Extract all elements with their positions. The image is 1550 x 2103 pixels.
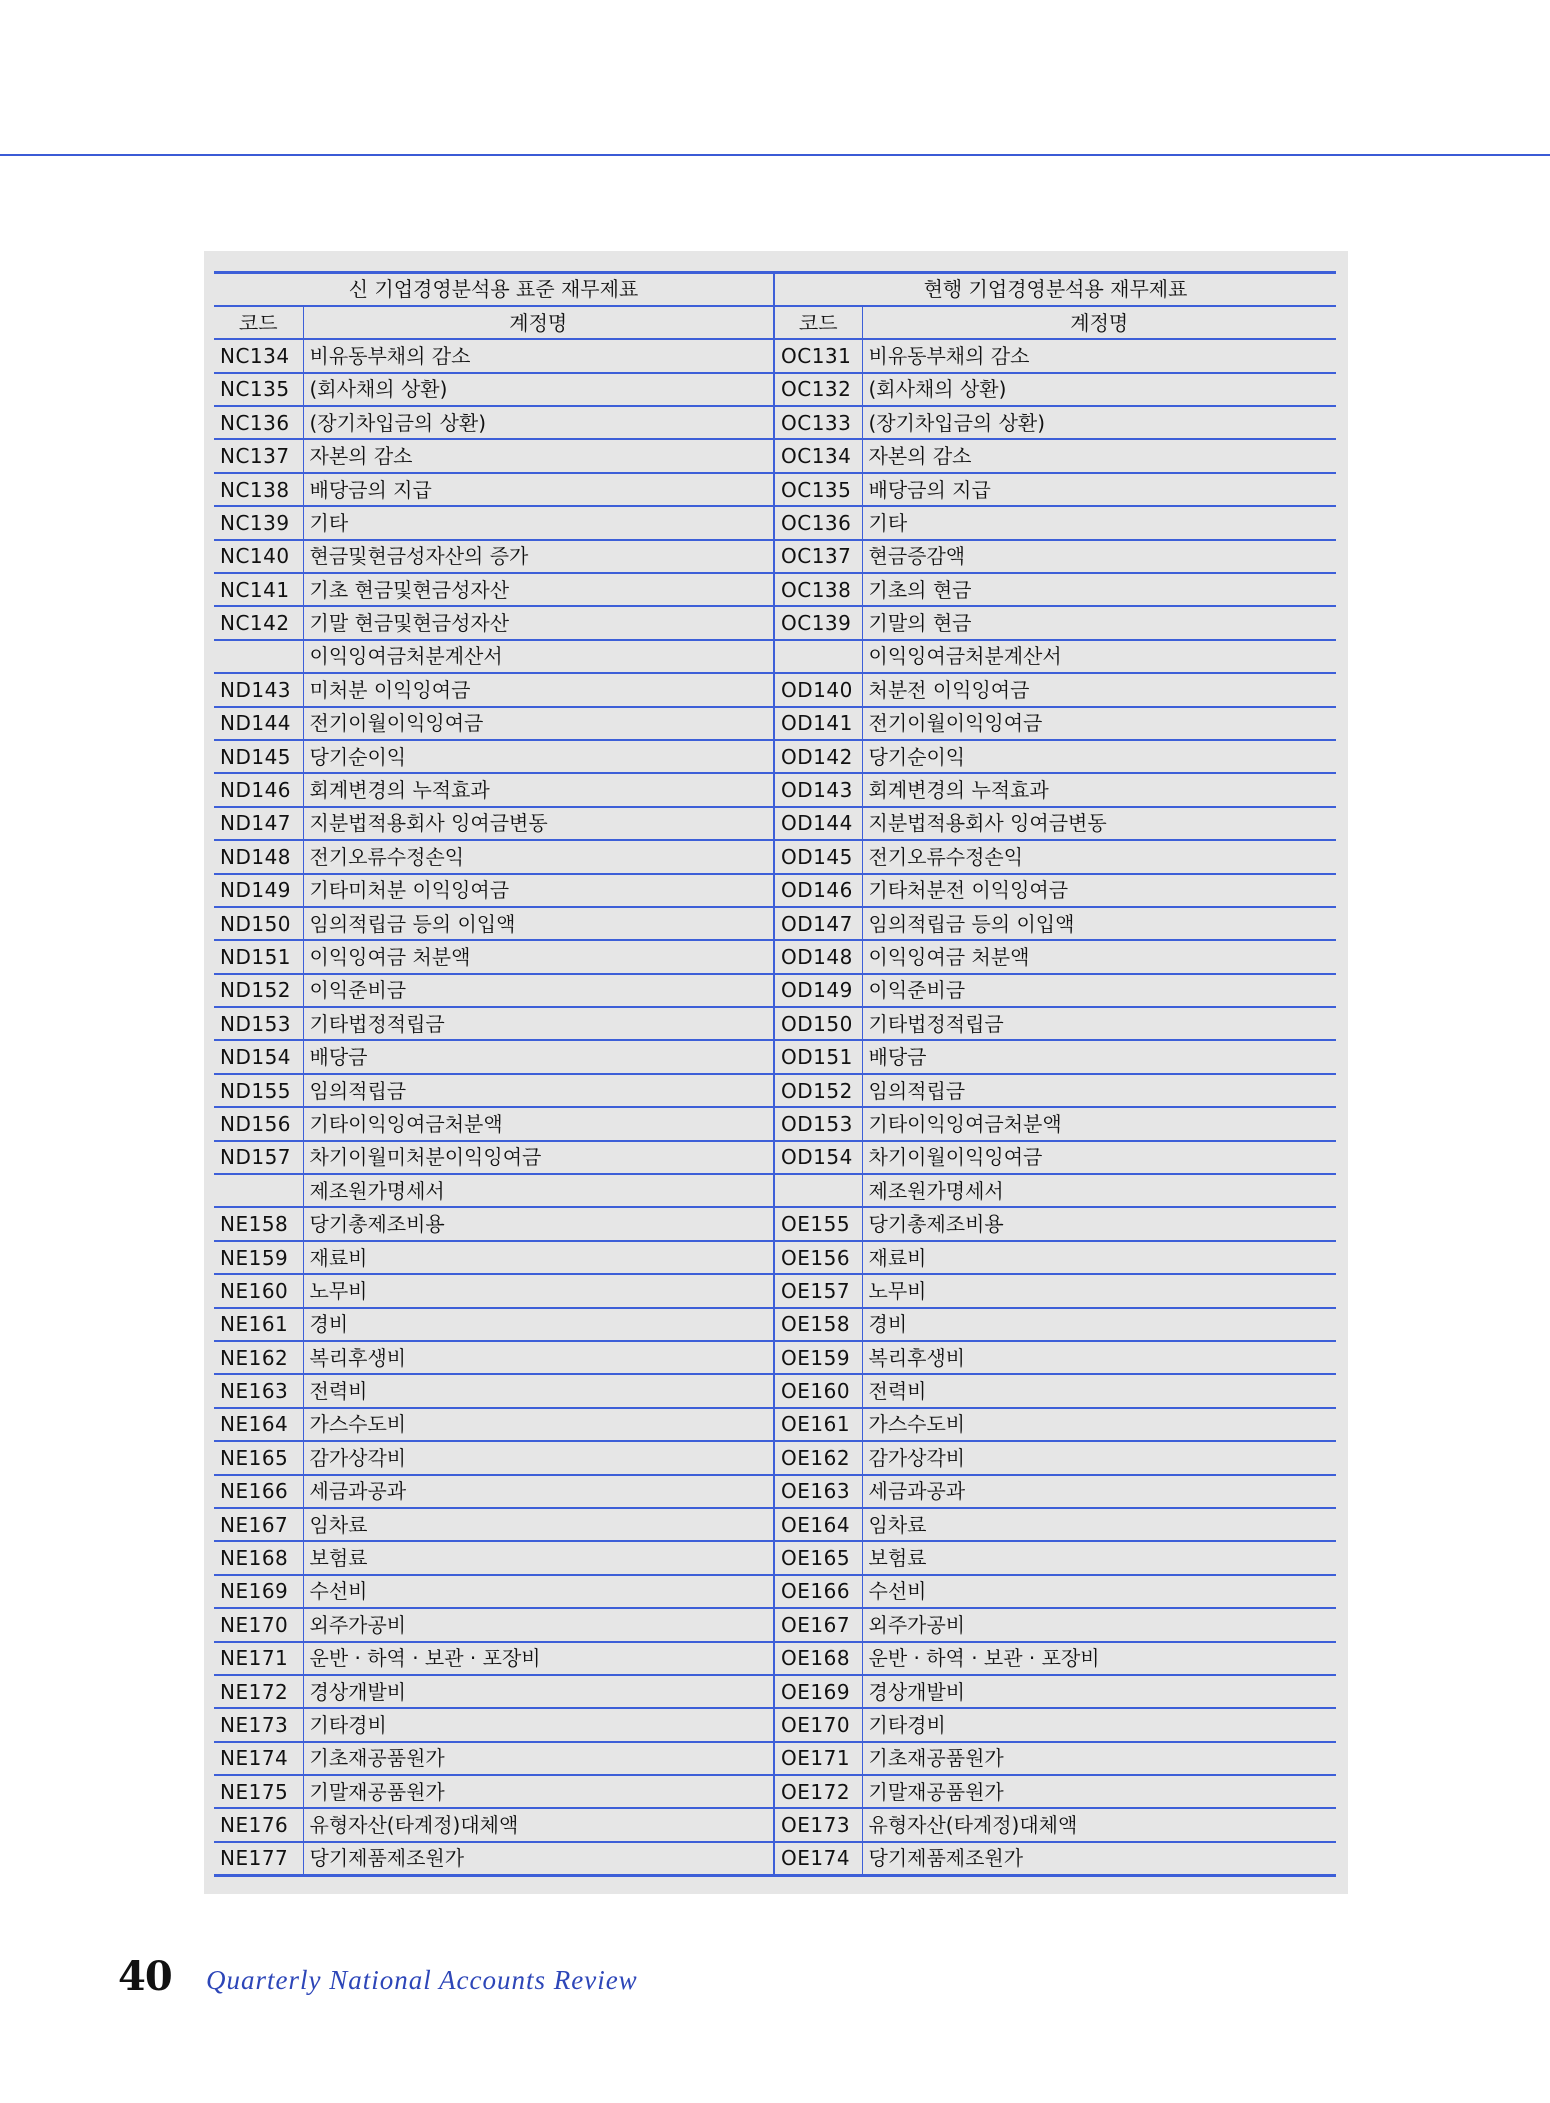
table-row: [214, 406, 1336, 439]
table-row: [214, 1608, 1336, 1641]
current-code-cell: OC138: [774, 573, 862, 606]
new-name-cell: 임차료: [303, 1508, 774, 1541]
journal-title: Quarterly National Accounts Review: [206, 1965, 638, 1995]
current-name-cell: 당기순이익: [862, 740, 1336, 773]
new-name-cell: 임의적립금: [303, 1074, 774, 1107]
new-name-cell: 제조원가명세서: [303, 1174, 774, 1207]
table-row: [214, 1274, 1336, 1307]
table-row: [214, 1107, 1336, 1140]
new-name-cell: 차기이월미처분이익잉여금: [303, 1141, 774, 1174]
table-row: [214, 907, 1336, 940]
current-name-cell: 경상개발비: [862, 1675, 1336, 1708]
table-row: [214, 1708, 1336, 1741]
new-code-cell: ND155: [214, 1074, 303, 1107]
new-code-cell: NE170: [214, 1608, 303, 1641]
new-name-cell: (장기차입금의 상환): [303, 406, 774, 439]
new-name-cell: 미처분 이익잉여금: [303, 673, 774, 706]
current-name-header: 계정명: [862, 306, 1336, 339]
new-name-cell: 당기총제조비용: [303, 1207, 774, 1240]
current-code-cell: OE157: [774, 1274, 862, 1307]
new-name-cell: 이익잉여금처분계산서: [303, 640, 774, 673]
new-name-cell: 경상개발비: [303, 1675, 774, 1708]
new-code-cell: ND150: [214, 907, 303, 940]
new-name-cell: 복리후생비: [303, 1341, 774, 1374]
new-name-cell: 감가상각비: [303, 1441, 774, 1474]
account-mapping-panel: [204, 251, 1348, 1894]
current-name-cell: 당기제품제조원가: [862, 1842, 1336, 1875]
current-name-cell: 배당금의 지급: [862, 473, 1336, 506]
new-name-cell: 기초 현금및현금성자산: [303, 573, 774, 606]
new-code-cell: [214, 640, 303, 673]
new-name-cell: 기타이익잉여금처분액: [303, 1107, 774, 1140]
current-code-cell: OE172: [774, 1775, 862, 1808]
current-name-cell: 이익잉여금 처분액: [862, 940, 1336, 973]
current-code-cell: OE167: [774, 1608, 862, 1641]
new-code-cell: NC134: [214, 339, 303, 372]
current-code-cell: OE169: [774, 1675, 862, 1708]
new-code-cell: NC142: [214, 606, 303, 639]
current-name-cell: 전기오류수정손익: [862, 840, 1336, 873]
table-row: [214, 1408, 1336, 1441]
table-row: [214, 640, 1336, 673]
table-column-header-row: [214, 306, 1336, 339]
table-row: [214, 1341, 1336, 1374]
new-name-header: 계정명: [303, 306, 774, 339]
current-code-cell: OD150: [774, 1007, 862, 1040]
new-code-cell: ND149: [214, 874, 303, 907]
new-code-cell: NC135: [214, 373, 303, 406]
current-code-cell: OC135: [774, 473, 862, 506]
current-code-cell: OD146: [774, 874, 862, 907]
table-row: [214, 1007, 1336, 1040]
new-code-cell: NE172: [214, 1675, 303, 1708]
table-row: [214, 1374, 1336, 1407]
current-code-cell: OE168: [774, 1642, 862, 1675]
new-code-cell: ND156: [214, 1107, 303, 1140]
new-code-cell: NE166: [214, 1475, 303, 1508]
current-name-cell: 현금증감액: [862, 540, 1336, 573]
current-name-cell: 회계변경의 누적효과: [862, 773, 1336, 806]
current-code-cell: OC139: [774, 606, 862, 639]
new-code-cell: NC137: [214, 439, 303, 472]
new-statement-title: 신 기업경영분석용 표준 재무제표: [214, 273, 774, 306]
new-code-cell: NE167: [214, 1508, 303, 1541]
current-code-cell: OE155: [774, 1207, 862, 1240]
current-code-cell: OE161: [774, 1408, 862, 1441]
new-name-cell: 기말재공품원가: [303, 1775, 774, 1808]
table-group-header-row: [214, 273, 1336, 306]
current-code-cell: OE160: [774, 1374, 862, 1407]
current-name-cell: 경비: [862, 1308, 1336, 1341]
current-name-cell: 당기총제조비용: [862, 1207, 1336, 1240]
table-row: [214, 874, 1336, 907]
table-row: [214, 840, 1336, 873]
new-code-cell: NC136: [214, 406, 303, 439]
table-row: [214, 974, 1336, 1007]
table-row: [214, 473, 1336, 506]
new-name-cell: 기타법정적립금: [303, 1007, 774, 1040]
current-code-cell: OC133: [774, 406, 862, 439]
current-code-cell: OE164: [774, 1508, 862, 1541]
table-row: [214, 1441, 1336, 1474]
current-name-cell: 세금과공과: [862, 1475, 1336, 1508]
new-name-cell: 임의적립금 등의 이입액: [303, 907, 774, 940]
new-code-cell: NE176: [214, 1808, 303, 1841]
current-code-cell: OD153: [774, 1107, 862, 1140]
current-name-cell: 지분법적용회사 잉여금변동: [862, 807, 1336, 840]
table-row: [214, 339, 1336, 372]
current-code-cell: OC134: [774, 439, 862, 472]
current-name-cell: 기말재공품원가: [862, 1775, 1336, 1808]
new-code-cell: NC139: [214, 506, 303, 539]
new-name-cell: 전력비: [303, 1374, 774, 1407]
new-code-cell: NE171: [214, 1642, 303, 1675]
table-row: [214, 1642, 1336, 1675]
table-body: [214, 339, 1336, 1875]
new-code-cell: NE158: [214, 1207, 303, 1240]
current-name-cell: (회사채의 상환): [862, 373, 1336, 406]
table-row: [214, 1675, 1336, 1708]
new-name-cell: 기타미처분 이익잉여금: [303, 874, 774, 907]
new-code-cell: NE161: [214, 1308, 303, 1341]
new-code-cell: NC138: [214, 473, 303, 506]
table-row: [214, 1207, 1336, 1240]
current-code-cell: OD154: [774, 1141, 862, 1174]
current-code-cell: OE174: [774, 1842, 862, 1875]
new-code-cell: NC141: [214, 573, 303, 606]
table-row: [214, 673, 1336, 706]
table-row: [214, 540, 1336, 573]
new-code-cell: NE168: [214, 1541, 303, 1574]
new-code-cell: ND145: [214, 740, 303, 773]
table-row: [214, 1508, 1336, 1541]
new-name-cell: 세금과공과: [303, 1475, 774, 1508]
new-code-cell: NE169: [214, 1575, 303, 1608]
current-code-cell: OE165: [774, 1541, 862, 1574]
table-row: [214, 1174, 1336, 1207]
new-code-cell: ND148: [214, 840, 303, 873]
new-code-cell: NE175: [214, 1775, 303, 1808]
new-code-cell: NE177: [214, 1842, 303, 1875]
current-code-cell: OD144: [774, 807, 862, 840]
new-name-cell: 회계변경의 누적효과: [303, 773, 774, 806]
new-code-cell: NE160: [214, 1274, 303, 1307]
current-code-cell: OD140: [774, 673, 862, 706]
current-name-cell: 차기이월이익잉여금: [862, 1141, 1336, 1174]
current-code-cell: OE170: [774, 1708, 862, 1741]
current-name-cell: 자본의 감소: [862, 439, 1336, 472]
current-code-cell: [774, 1174, 862, 1207]
current-name-cell: 처분전 이익잉여금: [862, 673, 1336, 706]
current-name-cell: 임의적립금: [862, 1074, 1336, 1107]
current-name-cell: 제조원가명세서: [862, 1174, 1336, 1207]
new-name-cell: 수선비: [303, 1575, 774, 1608]
new-name-cell: 가스수도비: [303, 1408, 774, 1441]
new-name-cell: 보험료: [303, 1541, 774, 1574]
current-name-cell: 기초의 현금: [862, 573, 1336, 606]
new-code-cell: NE164: [214, 1408, 303, 1441]
current-code-cell: OC136: [774, 506, 862, 539]
new-name-cell: 지분법적용회사 잉여금변동: [303, 807, 774, 840]
table-row: [214, 606, 1336, 639]
new-code-cell: ND146: [214, 773, 303, 806]
current-name-cell: 외주가공비: [862, 1608, 1336, 1641]
new-code-cell: NE163: [214, 1374, 303, 1407]
new-name-cell: 외주가공비: [303, 1608, 774, 1641]
new-name-cell: 배당금의 지급: [303, 473, 774, 506]
current-code-cell: [774, 640, 862, 673]
new-name-cell: 전기오류수정손익: [303, 840, 774, 873]
current-name-cell: 재료비: [862, 1241, 1336, 1274]
current-code-cell: OD147: [774, 907, 862, 940]
new-name-cell: 노무비: [303, 1274, 774, 1307]
new-name-cell: 배당금: [303, 1040, 774, 1073]
current-code-cell: OE162: [774, 1441, 862, 1474]
new-code-cell: ND152: [214, 974, 303, 1007]
table-row: [214, 1040, 1336, 1073]
new-code-cell: ND147: [214, 807, 303, 840]
current-name-cell: 기타이익잉여금처분액: [862, 1107, 1336, 1140]
new-code-cell: NE159: [214, 1241, 303, 1274]
current-name-cell: 이익준비금: [862, 974, 1336, 1007]
new-code-cell: ND143: [214, 673, 303, 706]
current-name-cell: 임의적립금 등의 이입액: [862, 907, 1336, 940]
new-code-header: 코드: [214, 306, 303, 339]
current-code-cell: OC137: [774, 540, 862, 573]
new-code-cell: ND153: [214, 1007, 303, 1040]
table-row: [214, 439, 1336, 472]
table-row: [214, 1541, 1336, 1574]
table-row: [214, 1575, 1336, 1608]
table-row: [214, 707, 1336, 740]
current-name-cell: 기초재공품원가: [862, 1742, 1336, 1775]
current-code-cell: OE171: [774, 1742, 862, 1775]
current-code-cell: OD149: [774, 974, 862, 1007]
current-code-cell: OC132: [774, 373, 862, 406]
current-name-cell: 배당금: [862, 1040, 1336, 1073]
current-name-cell: 기말의 현금: [862, 606, 1336, 639]
new-name-cell: 기타경비: [303, 1708, 774, 1741]
table-row: [214, 1742, 1336, 1775]
new-name-cell: 기초재공품원가: [303, 1742, 774, 1775]
new-name-cell: 당기제품제조원가: [303, 1842, 774, 1875]
new-name-cell: 당기순이익: [303, 740, 774, 773]
new-code-cell: NE165: [214, 1441, 303, 1474]
current-code-cell: OE159: [774, 1341, 862, 1374]
top-rule: [0, 154, 1550, 156]
current-name-cell: 노무비: [862, 1274, 1336, 1307]
current-name-cell: 유형자산(타계정)대체액: [862, 1808, 1336, 1841]
new-code-cell: ND157: [214, 1141, 303, 1174]
new-name-cell: 비유동부채의 감소: [303, 339, 774, 372]
new-name-cell: 현금및현금성자산의 증가: [303, 540, 774, 573]
current-code-cell: OD151: [774, 1040, 862, 1073]
current-name-cell: 복리후생비: [862, 1341, 1336, 1374]
current-name-cell: 임차료: [862, 1508, 1336, 1541]
current-name-cell: 기타처분전 이익잉여금: [862, 874, 1336, 907]
new-name-cell: 기말 현금및현금성자산: [303, 606, 774, 639]
new-name-cell: 유형자산(타계정)대체액: [303, 1808, 774, 1841]
table-row: [214, 1775, 1336, 1808]
current-name-cell: 기타경비: [862, 1708, 1336, 1741]
current-code-cell: OD152: [774, 1074, 862, 1107]
account-mapping-table: [214, 271, 1336, 1877]
new-code-cell: NE162: [214, 1341, 303, 1374]
current-code-cell: OD148: [774, 940, 862, 973]
table-row: [214, 1308, 1336, 1341]
new-code-cell: ND154: [214, 1040, 303, 1073]
current-name-cell: 보험료: [862, 1541, 1336, 1574]
current-code-cell: OD141: [774, 707, 862, 740]
new-name-cell: 전기이월이익잉여금: [303, 707, 774, 740]
new-code-cell: ND144: [214, 707, 303, 740]
current-name-cell: 비유동부채의 감소: [862, 339, 1336, 372]
current-name-cell: 기타법정적립금: [862, 1007, 1336, 1040]
current-code-header: 코드: [774, 306, 862, 339]
current-name-cell: 전기이월이익잉여금: [862, 707, 1336, 740]
table-row: [214, 1808, 1336, 1841]
current-name-cell: 가스수도비: [862, 1408, 1336, 1441]
current-name-cell: 이익잉여금처분계산서: [862, 640, 1336, 673]
table-row: [214, 773, 1336, 806]
current-code-cell: OC131: [774, 339, 862, 372]
table-row: [214, 573, 1336, 606]
current-name-cell: 감가상각비: [862, 1441, 1336, 1474]
current-code-cell: OE156: [774, 1241, 862, 1274]
new-name-cell: 기타: [303, 506, 774, 539]
new-name-cell: 이익잉여금 처분액: [303, 940, 774, 973]
new-code-cell: NC140: [214, 540, 303, 573]
current-name-cell: 운반 · 하역 · 보관 · 포장비: [862, 1642, 1336, 1675]
table-row: [214, 1475, 1336, 1508]
current-name-cell: (장기차입금의 상환): [862, 406, 1336, 439]
page-number: 40: [118, 1953, 172, 2000]
table-row: [214, 807, 1336, 840]
new-code-cell: ND151: [214, 940, 303, 973]
current-name-cell: 기타: [862, 506, 1336, 539]
table-row: [214, 1241, 1336, 1274]
new-name-cell: 운반 · 하역 · 보관 · 포장비: [303, 1642, 774, 1675]
new-name-cell: 재료비: [303, 1241, 774, 1274]
current-name-cell: 수선비: [862, 1575, 1336, 1608]
new-code-cell: NE174: [214, 1742, 303, 1775]
table-row: [214, 373, 1336, 406]
current-code-cell: OE173: [774, 1808, 862, 1841]
new-code-cell: [214, 1174, 303, 1207]
table-row: [214, 1074, 1336, 1107]
current-code-cell: OE166: [774, 1575, 862, 1608]
table-row: [214, 506, 1336, 539]
table-row: [214, 940, 1336, 973]
new-code-cell: NE173: [214, 1708, 303, 1741]
current-code-cell: OE158: [774, 1308, 862, 1341]
current-code-cell: OE163: [774, 1475, 862, 1508]
current-code-cell: OD143: [774, 773, 862, 806]
current-code-cell: OD142: [774, 740, 862, 773]
new-name-cell: 자본의 감소: [303, 439, 774, 472]
new-name-cell: 이익준비금: [303, 974, 774, 1007]
table-row: [214, 1141, 1336, 1174]
current-name-cell: 전력비: [862, 1374, 1336, 1407]
table-row: [214, 1842, 1336, 1875]
current-code-cell: OD145: [774, 840, 862, 873]
new-name-cell: 경비: [303, 1308, 774, 1341]
table-row: [214, 740, 1336, 773]
new-name-cell: (회사채의 상환): [303, 373, 774, 406]
current-statement-title: 현행 기업경영분석용 재무제표: [774, 273, 1336, 306]
